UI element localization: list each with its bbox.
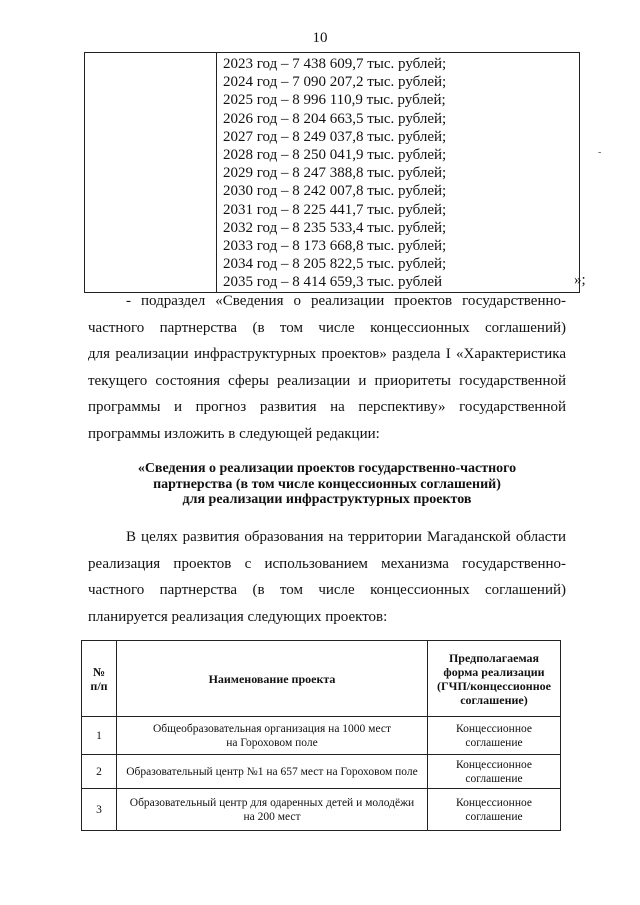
intro-paragraph — [88, 524, 566, 630]
cell-name-line: Образовательный центр для одаренных детей и молодёжи — [129, 796, 415, 809]
cell-num: 1 — [82, 717, 117, 755]
header-num-line: № — [92, 664, 106, 679]
paragraph-line: программы изложить в следующей редакции: — [88, 425, 380, 442]
header-num-line: п/п — [90, 678, 108, 693]
section-heading — [88, 461, 566, 508]
paragraph-line: программы и прогноз развития на перспективу» государственной — [88, 399, 566, 415]
cell-name — [117, 755, 428, 789]
funding-year-line: 2033 год – 8 173 668,8 тыс. рублей; — [223, 238, 447, 255]
table-row — [82, 789, 561, 831]
closing-quote: »; — [574, 272, 586, 288]
header-form-line: (ГЧП/концессионное — [437, 678, 551, 693]
cell-form-line: соглашение — [465, 736, 523, 749]
cell-form — [428, 717, 561, 755]
funding-year-line: 2031 год – 8 225 441,7 тыс. рублей; — [223, 201, 447, 218]
cell-name-line: на 200 мест — [243, 810, 301, 823]
funding-year-line: 2032 год – 8 235 533,4 тыс. рублей; — [223, 219, 447, 236]
header-num — [82, 641, 117, 717]
funding-year-line: 2023 год – 7 438 609,7 тыс. рублей; — [223, 56, 447, 72]
funding-year-line: 2024 год – 7 090 207,2 тыс. рублей; — [223, 74, 447, 91]
cell-num: 2 — [82, 755, 117, 789]
header-form-line: соглашение) — [460, 692, 528, 707]
cell-form-line: Концессионное — [456, 722, 532, 735]
cell-name-line: Образовательный центр №1 на 657 мест на Гороховом поле — [126, 765, 418, 778]
paragraph-line: - подраздел «Сведения о реализации проектов государственно- — [126, 293, 566, 309]
header-name: Наименование проекта — [117, 641, 428, 717]
funding-year-line: 2035 год – 8 414 659,3 тыс. рублей — [223, 274, 443, 291]
amendment-paragraph — [88, 288, 566, 447]
funding-year-line: 2034 год – 8 205 822,5 тыс. рублей; — [223, 256, 447, 273]
paragraph-line: планируется реализация следующих проектов: — [88, 608, 388, 625]
paragraph-line: текущего состояния сферы реализации и приоритеты государственной — [88, 372, 566, 389]
page-number: 10 — [312, 30, 328, 46]
cell-name-line: Общеобразовательная организация на 1000 мест — [153, 722, 391, 735]
paragraph-line: реализация проектов с использованием механизма государственно- — [88, 555, 566, 572]
funding-table-values-cell — [217, 53, 580, 293]
header-form-line: Предполагаемая — [448, 650, 540, 665]
projects-table — [81, 640, 561, 831]
cell-form — [428, 789, 561, 831]
table-row — [82, 755, 561, 789]
heading-line: для реализации инфраструктурных проектов — [182, 492, 472, 507]
cell-form-line: Концессионное — [456, 758, 532, 771]
cell-form — [428, 755, 561, 789]
funding-year-line: 2028 год – 8 250 041,9 тыс. рублей; — [223, 147, 447, 164]
heading-line: партнерства (в том числе концессионных соглашений) — [153, 476, 501, 492]
funding-year-line: 2025 год – 8 996 110,9 тыс. рублей; — [223, 92, 446, 109]
cell-name-line: на Гороховом поле — [226, 736, 318, 749]
funding-table — [84, 52, 580, 293]
cell-form-line: соглашение — [465, 772, 523, 785]
heading-line: «Сведения о реализации проектов государственно-частного — [137, 461, 517, 476]
funding-year-line: 2027 год – 8 249 037,8 тыс. рублей; — [223, 128, 447, 145]
table-header-row — [82, 641, 561, 717]
cell-form-line: Концессионное — [456, 796, 532, 809]
funding-table-empty-cell — [85, 53, 217, 293]
table-row — [82, 717, 561, 755]
header-form — [428, 641, 561, 717]
funding-year-line: 2030 год – 8 242 007,8 тыс. рублей; — [223, 183, 447, 200]
scan-mark: - — [598, 147, 602, 158]
cell-name — [117, 789, 428, 831]
paragraph-line: частного партнерства (в том числе концессионных соглашений) — [88, 319, 566, 336]
cell-form-line: соглашение — [465, 810, 523, 823]
paragraph-line: для реализации инфраструктурных проектов» раздела I «Характеристика — [88, 346, 566, 362]
header-form-line: форма реализации — [443, 664, 545, 679]
funding-year-line: 2029 год – 8 247 388,8 тыс. рублей; — [223, 165, 447, 182]
paragraph-line: В целях развития образования на территории Магаданской области — [126, 529, 566, 545]
cell-num: 3 — [82, 789, 117, 831]
cell-name — [117, 717, 428, 755]
funding-year-line: 2026 год – 8 204 663,5 тыс. рублей; — [223, 110, 447, 127]
paragraph-line: частного партнерства (в том числе концессионных соглашений) — [88, 582, 566, 598]
